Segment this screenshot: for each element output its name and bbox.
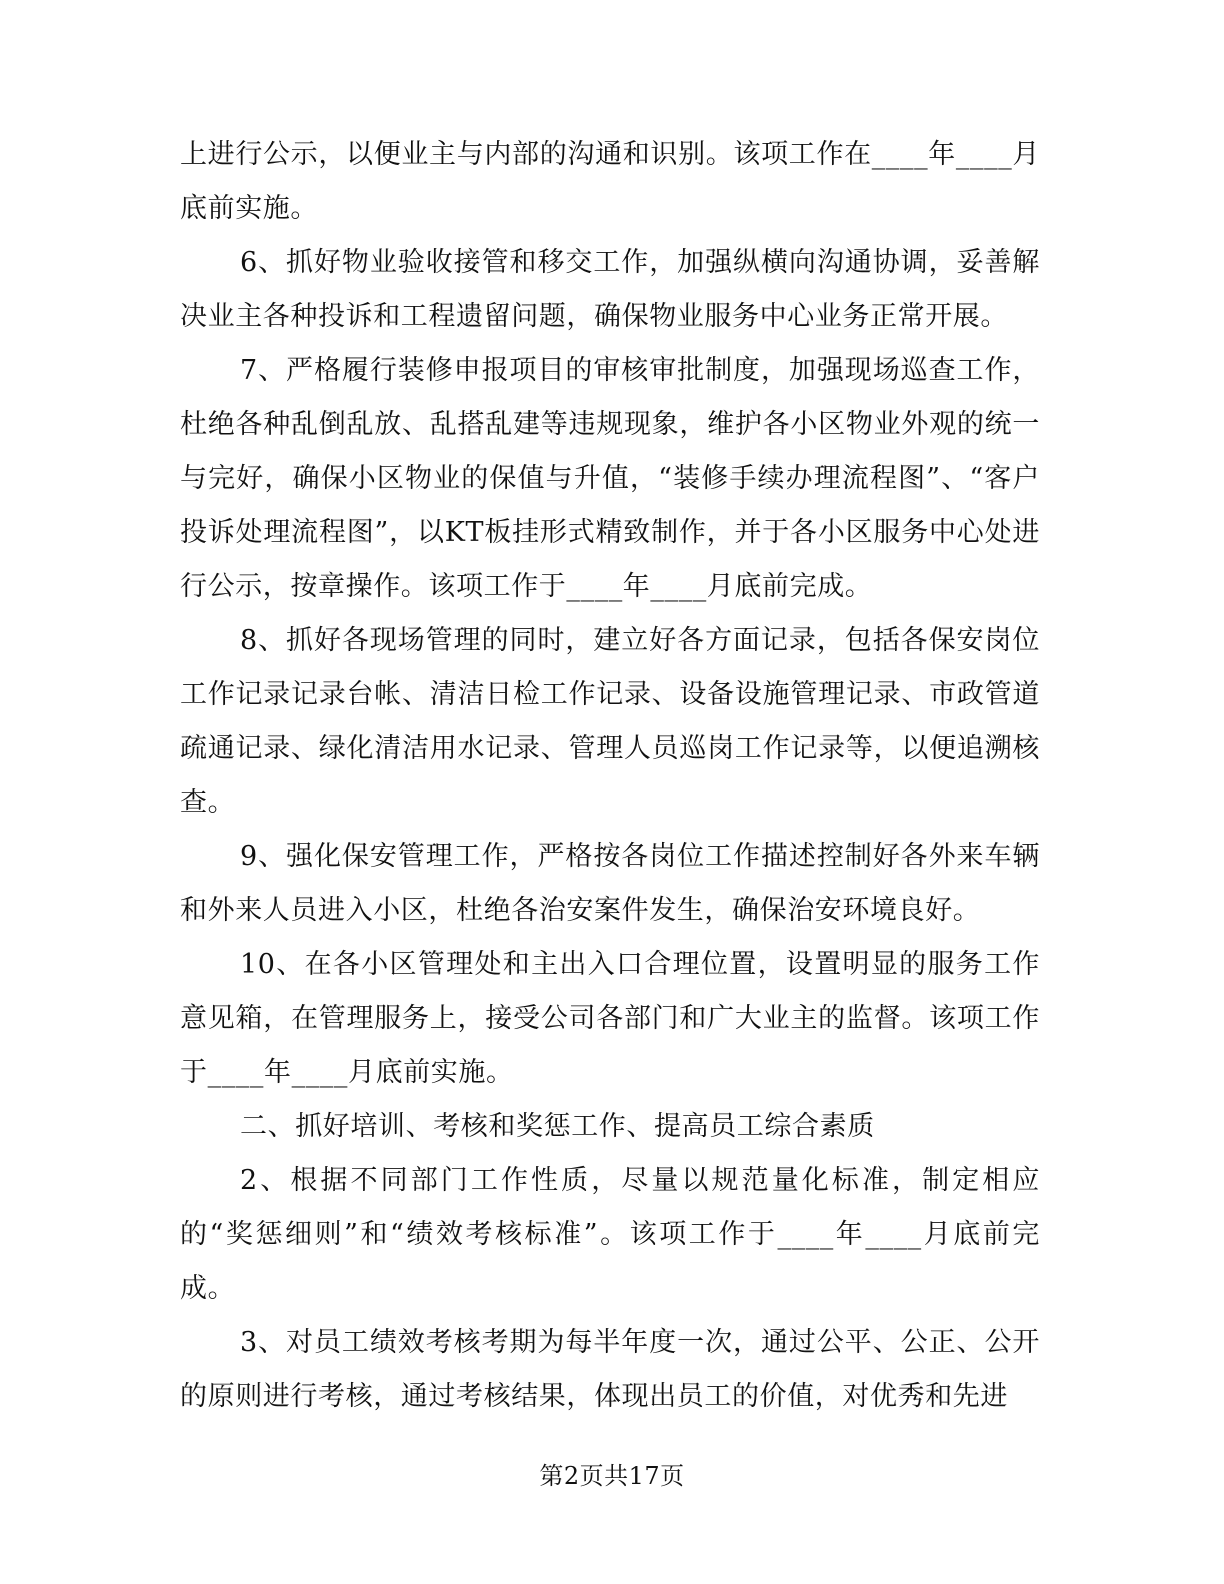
paragraph-continuation: 上进行公示，以便业主与内部的沟通和识别。该项工作在____年____月底前实施。 (180, 139, 1040, 224)
paragraph-item-8: 8、抓好各现场管理的同时，建立好各方面记录，包括各保安岗位工作记录记录台帐、清洁日检工作记录、设备设施管理记录、市政管道疏通记录、绿化清洁用水记录、管理人员巡岗工作记录等，以便追溯核查。 (180, 625, 1040, 818)
paragraph-item-9: 9、强化保安管理工作，严格按各岗位工作描述控制好各外来车辆和外来人员进入小区，杜绝各治安案件发生，确保治安环境良好。 (180, 841, 1040, 926)
paragraph-section2-item-3: 3、对员工绩效考核考期为每半年度一次，通过公平、公正、公开的原则进行考核，通过考核结果，体现出员工的价值，对优秀和先进 (180, 1327, 1040, 1412)
page-number-footer: 第2页共17页 (539, 1462, 685, 1490)
paragraph-item-6: 6、抓好物业验收接管和移交工作，加强纵横向沟通协调，妥善解决业主各种投诉和工程遗留问题，确保物业服务中心业务正常开展。 (180, 247, 1040, 332)
paragraph-item-10: 10、在各小区管理处和主出入口合理位置，设置明显的服务工作意见箱，在管理服务上，接受公司各部门和广大业主的监督。该项工作于____年____月底前实施。 (180, 949, 1040, 1088)
paragraph-item-7: 7、严格履行装修申报项目的审核审批制度，加强现场巡查工作，杜绝各种乱倒乱放、乱搭乱建等违规现象，维护各小区物业外观的统一与完好，确保小区物业的保值与升值，“装修手续办理流程图”、“客户投诉处理流程图”，以KT板挂形式精致制作，并于各小区服务中心处进行公示，按章操作。该项工作于____年____月底前完成。 (180, 355, 1040, 602)
section-heading-2: 二、抓好培训、考核和奖惩工作、提高员工综合素质 (240, 1111, 875, 1142)
paragraph-section2-item-2: 2、根据不同部门工作性质，尽量以规范量化标准，制定相应的“奖惩细则”和“绩效考核标准”。该项工作于____年____月底前完成。 (180, 1165, 1040, 1304)
document-body (180, 128, 1040, 1424)
